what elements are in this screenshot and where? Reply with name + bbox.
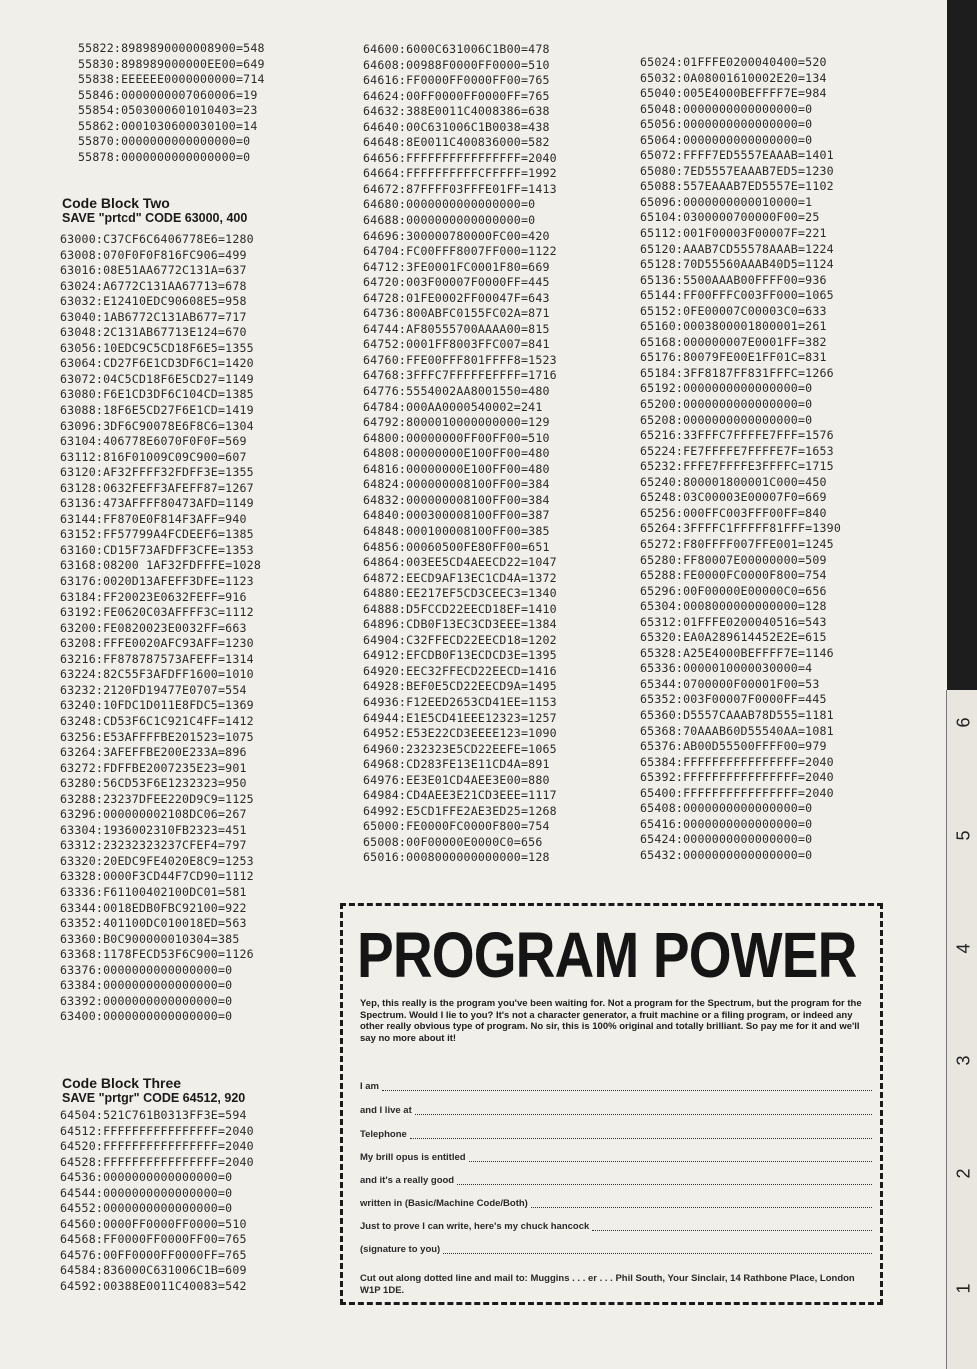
code-line: 64976:EE3E01CD4AEE3E00=880 <box>363 772 550 787</box>
code-line: 63144:FF870E0F814F3AFF=940 <box>60 511 247 526</box>
margin-number: 4 <box>953 943 974 954</box>
code-line: 63048:2C131AB67713E124=670 <box>60 325 247 340</box>
code-line: 65120:AAAB7CD55578AAAB=1224 <box>640 241 834 256</box>
code-line: 63184:FF20023E0632FEFF=916 <box>60 589 247 604</box>
code-line: 63304:1936002310FB2323=451 <box>60 822 247 837</box>
coupon-mail-address: Cut out along dotted line and mail to: Muggins . . . er . . . Phil South, Your Sinclair, 14 Rathbone Place, London W1P 1DE. <box>360 1273 855 1296</box>
code-line: 65240:800001800001C000=450 <box>640 474 827 489</box>
code-line: 65224:FE7FFFFE7FFFFE7F=1653 <box>640 443 834 458</box>
coupon-field-row[interactable] <box>360 1105 872 1117</box>
code-line: 64920:EEC32FFECD22EECD=1416 <box>363 663 557 678</box>
code-line: 63360:B0C900000010304=385 <box>60 931 240 946</box>
code-line: 64880:EE217EF5CD3CEEC3=1340 <box>363 586 557 601</box>
code-line: 63056:10EDC9C5CD18F6E5=1355 <box>60 340 254 355</box>
code-line: 65264:3FFFFC1FFFFF81FFF=1390 <box>640 521 842 536</box>
code-listing-block-three-col1 <box>60 1108 254 1295</box>
code-line: 65000:FE0000FC0000F800=754 <box>363 819 550 834</box>
code-line: 64856:00060500FE80FF00=651 <box>363 539 550 554</box>
code-line: 65024:01FFFE0200040400=520 <box>640 55 827 69</box>
coupon-field-dotted-line[interactable] <box>592 1221 872 1231</box>
coupon-field-row[interactable] <box>360 1081 872 1093</box>
code-line: 64720:003F00007F0000FF=445 <box>363 275 550 290</box>
code-line: 64760:FFE00FFF801FFFF8=1523 <box>363 352 557 367</box>
code-line: 64608:00988F0000FF0000=510 <box>363 57 550 72</box>
code-line: 64984:CD4AEE3E21CD3EEE=1117 <box>363 788 557 803</box>
coupon-field-dotted-line[interactable] <box>382 1081 872 1091</box>
code-line: 64568:FF0000FF0000FF00=765 <box>60 1232 247 1247</box>
code-line: 63224:82C55F3AFDFF1600=1010 <box>60 667 254 682</box>
code-line: 65288:FE0000FC0000F800=754 <box>640 568 827 583</box>
code-line: 64632:388E0011C4008386=638 <box>363 104 550 119</box>
code-line: 64832:000000008100FF00=384 <box>363 492 550 507</box>
margin-number: 1 <box>953 1283 974 1294</box>
code-line: 63176:0020D13AFEFF3DFE=1123 <box>60 574 254 589</box>
code-line: 63152:FF57799A4FCDEEF6=1385 <box>60 527 254 542</box>
code-line: 65056:0000000000000000=0 <box>640 117 813 132</box>
coupon-field-dotted-line[interactable] <box>469 1152 872 1162</box>
block-three-save: SAVE "prtgr" CODE 64512, 920 <box>62 1091 246 1105</box>
code-line: 65008:00F00000E0000C0=656 <box>363 834 543 849</box>
code-line: 63232:2120FD19477E0707=554 <box>60 682 247 697</box>
code-line: 64888:D5FCCD22EECD18EF=1410 <box>363 601 557 616</box>
code-line: 63256:E53AFFFFBE201523=1075 <box>60 729 254 744</box>
code-line: 64552:0000000000000000=0 <box>60 1201 233 1216</box>
coupon-field-row[interactable] <box>360 1198 872 1210</box>
code-line: 64520:FFFFFFFFFFFFFFFF=2040 <box>60 1139 254 1154</box>
code-line: 64672:87FFFF03FFFE01FF=1413 <box>363 181 557 196</box>
coupon-field-dotted-line[interactable] <box>410 1129 872 1139</box>
code-line: 63344:0018EDB0FBC92100=922 <box>60 900 247 915</box>
code-line: 65320:EA0A289614452E2E=615 <box>640 630 827 645</box>
code-line: 64512:FFFFFFFFFFFFFFFF=2040 <box>60 1123 254 1138</box>
coupon-field-dotted-line[interactable] <box>443 1244 872 1254</box>
coupon-field-label: written in (Basic/Machine Code/Both) <box>360 1198 528 1209</box>
code-line: 64800:00000000FF00FF00=510 <box>363 430 550 445</box>
code-line: 64752:0001FF8003FFC007=841 <box>363 337 550 352</box>
code-line: 55878:0000000000000000=0 <box>78 149 251 164</box>
code-line: 64536:0000000000000000=0 <box>60 1170 233 1185</box>
code-line: 65384:FFFFFFFFFFFFFFFF=2040 <box>640 754 834 769</box>
code-line: 65048:0000000000000000=0 <box>640 101 813 116</box>
coupon-field-row[interactable] <box>360 1175 872 1187</box>
margin-number: 3 <box>953 1055 974 1066</box>
code-line: 64848:000100008100FF00=385 <box>363 523 550 538</box>
code-line: 64592:00388E0011C40083=542 <box>60 1279 247 1294</box>
code-line: 63312:23232323237CFEF4=797 <box>60 838 247 853</box>
coupon-field-row[interactable] <box>360 1221 872 1233</box>
code-line: 63384:0000000000000000=0 <box>60 978 233 993</box>
code-line: 63280:56CD53F6E1232323=950 <box>60 776 247 791</box>
code-line: 64960:232323E5CD22EEFE=1065 <box>363 741 557 756</box>
code-line: 63080:F6E1CD3DF6C104CD=1385 <box>60 387 254 402</box>
code-line: 64896:CDB0F13EC3CD3EEE=1384 <box>363 617 557 632</box>
code-line: 63240:10FDC1D011E8FDC5=1369 <box>60 698 254 713</box>
code-line: 65296:00F00000E00000C0=656 <box>640 583 827 598</box>
code-line: 65392:FFFFFFFFFFFFFFFF=2040 <box>640 770 834 785</box>
block-two-title: Code Block Two <box>62 195 170 211</box>
code-line: 64736:800ABFC0155FC02A=871 <box>363 306 550 321</box>
code-line: 55870:0000000000000000=0 <box>78 134 251 149</box>
code-line: 65200:0000000000000000=0 <box>640 397 813 412</box>
code-line: 65128:70D55560AAAB40D5=1124 <box>640 257 834 272</box>
code-line: 64904:C32FFECD22EECD18=1202 <box>363 632 557 647</box>
coupon-field-label: (signature to you) <box>360 1244 441 1255</box>
coupon-field-label: My brill opus is entitled <box>360 1152 466 1163</box>
code-line: 64648:8E0011C400836000=582 <box>363 135 550 150</box>
code-line: 64696:300000780000FC00=420 <box>363 228 550 243</box>
code-line: 63104:406778E6070F0F0F=569 <box>60 434 247 449</box>
code-line: 65160:0003800001800001=261 <box>640 319 827 334</box>
block-three-title: Code Block Three <box>62 1075 182 1091</box>
code-line: 55830:898989000000EE00=649 <box>78 56 265 71</box>
coupon-field-dotted-line[interactable] <box>531 1198 872 1208</box>
page-edge-ruler <box>946 690 977 1369</box>
code-line: 64584:836000C631006C1B=609 <box>60 1263 247 1278</box>
code-line: 64528:FFFFFFFFFFFFFFFF=2040 <box>60 1154 254 1169</box>
code-line: 63336:F61100402100DC01=581 <box>60 884 247 899</box>
code-line: 65040:005E4000BEFFFF7E=984 <box>640 86 827 101</box>
code-line: 64792:8000010000000000=129 <box>363 415 550 430</box>
code-listing-block-two <box>60 232 261 1025</box>
code-line: 64768:3FFFC7FFFFFEFFFF=1716 <box>363 368 557 383</box>
code-line: 64840:000300008100FF00=387 <box>363 508 550 523</box>
code-line: 63112:816F01009C09C900=607 <box>60 449 247 464</box>
code-line: 63136:473AFFFF80473AFD=1149 <box>60 496 254 511</box>
code-listing-block-three-col2 <box>363 42 557 866</box>
code-line: 64680:0000000000000000=0 <box>363 197 536 212</box>
code-line: 63248:CD53F6C1C921C4FF=1412 <box>60 713 254 728</box>
code-line: 63064:CD27F6E1CD3DF6C1=1420 <box>60 356 254 371</box>
code-line: 65096:0000000000010000=1 <box>640 194 813 209</box>
code-line: 64952:E53E22CD3EEEE123=1090 <box>363 726 557 741</box>
code-line: 65152:0FE00007C00003C0=633 <box>640 303 827 318</box>
code-line: 64560:0000FF0000FF0000=510 <box>60 1216 247 1231</box>
coupon-field-row[interactable] <box>360 1244 872 1256</box>
code-line: 65280:FF80007E00000000=509 <box>640 552 827 567</box>
code-line: 65424:0000000000000000=0 <box>640 832 813 847</box>
coupon-field-label: I am <box>360 1081 380 1092</box>
code-line: 65064:0000000000000000=0 <box>640 132 813 147</box>
code-line: 65376:AB00D55500FFFF00=979 <box>640 739 827 754</box>
code-line: 65104:0300000700000F00=25 <box>640 210 820 225</box>
code-line: 63200:FE0820023E0032FF=663 <box>60 620 247 635</box>
code-line: 64816:00000000E100FF00=480 <box>363 461 550 476</box>
code-line: 65328:A25E4000BEFFFF7E=1146 <box>640 645 834 660</box>
coupon-field-label: Just to prove I can write, here's my chuck hancock <box>360 1221 590 1232</box>
code-line: 64872:EECD9AF13EC1CD4A=1372 <box>363 570 557 585</box>
code-line: 65080:7ED5557EAAAB7ED5=1230 <box>640 163 834 178</box>
code-line: 64704:FC00FFF8007FF000=1122 <box>363 244 557 259</box>
code-line: 64600:6000C631006C1B00=478 <box>363 42 550 56</box>
code-listing-block-three-col3 <box>640 55 841 863</box>
coupon-field-dotted-line[interactable] <box>415 1105 872 1115</box>
code-line: 55838:EEEEEE0000000000=714 <box>78 72 265 87</box>
code-line: 63352:401100DC010018ED=563 <box>60 916 247 931</box>
code-line: 65072:FFFF7ED5557EAAAB=1401 <box>640 148 834 163</box>
code-line: 65216:33FFFC7FFFFE7FFF=1576 <box>640 428 834 443</box>
margin-number: 5 <box>953 830 974 841</box>
code-line: 63296:000000002108DC06=267 <box>60 807 247 822</box>
code-line: 55846:0000000007060006=19 <box>78 87 258 102</box>
code-listing-block-one-tail <box>78 41 265 165</box>
code-line: 65344:0700000F00001F00=53 <box>640 676 820 691</box>
code-line: 63024:A6772C131AA67713=678 <box>60 278 247 293</box>
coupon-field-row[interactable] <box>360 1129 872 1141</box>
code-line: 65192:0000000000000000=0 <box>640 381 813 396</box>
code-line: 65208:0000000000000000=0 <box>640 412 813 427</box>
code-line: 63400:0000000000000000=0 <box>60 1009 233 1024</box>
coupon-field-label: and it's a really good <box>360 1175 455 1186</box>
code-line: 65352:003F00007F0000FF=445 <box>640 692 827 707</box>
code-line: 65272:F80FFFF007FFE001=1245 <box>640 536 834 551</box>
program-power-coupon <box>340 903 883 1305</box>
code-line: 63216:FF878787573AFEFF=1314 <box>60 651 254 666</box>
code-line: 63328:0000F3CD44F7CD90=1112 <box>60 869 254 884</box>
code-line: 64664:FFFFFFFFFFCFFFFF=1992 <box>363 166 557 181</box>
code-line: 63320:20EDC9FE4020E8C9=1253 <box>60 853 254 868</box>
code-line: 63168:08200 1AF32FDFFFE=1028 <box>60 558 262 573</box>
code-line: 65256:000FFC003FFF00FF=840 <box>640 505 827 520</box>
code-line: 64928:BEF0E5CD22EECD9A=1495 <box>363 679 557 694</box>
margin-number: 6 <box>953 717 974 728</box>
code-line: 63160:CD15F73AFDFF3CFE=1353 <box>60 542 254 557</box>
code-line: 65232:FFFE7FFFFE3FFFFC=1715 <box>640 459 834 474</box>
code-line: 63016:08E51AA6772C131A=637 <box>60 263 247 278</box>
code-line: 64616:FF0000FF0000FF00=765 <box>363 73 550 88</box>
code-line: 63040:1AB6772C131AB677=717 <box>60 309 247 324</box>
code-line: 63008:070F0F0F816FC906=499 <box>60 247 247 262</box>
coupon-field-label: and I live at <box>360 1105 412 1116</box>
code-line: 63264:3AFEFFBE200E233A=896 <box>60 745 247 760</box>
code-line: 64640:00C631006C1B0038=438 <box>363 119 550 134</box>
code-line: 64968:CD283FE13E11CD4A=891 <box>363 757 550 772</box>
code-line: 63096:3DF6C90078E6F8C6=1304 <box>60 418 254 433</box>
code-line: 65312:01FFFE0200040516=543 <box>640 614 827 629</box>
coupon-title: PROGRAM POWER <box>357 919 857 991</box>
code-line: 64544:0000000000000000=0 <box>60 1185 233 1200</box>
coupon-field-row[interactable] <box>360 1152 872 1164</box>
code-line: 64808:00000000E100FF00=480 <box>363 446 550 461</box>
code-line: 65360:D5557CAAAB78D555=1181 <box>640 707 834 722</box>
code-line: 55854:0503000601010403=23 <box>78 103 258 118</box>
code-line: 55822:8989890000008900=548 <box>78 41 265 55</box>
code-line: 64744:AF80555700AAAA00=815 <box>363 321 550 336</box>
code-line: 64688:0000000000000000=0 <box>363 213 536 228</box>
code-line: 63272:FDFFBE2007235E23=901 <box>60 760 247 775</box>
code-line: 65144:FF00FFFC003FF000=1065 <box>640 288 834 303</box>
code-line: 65136:5500AAAB00FFFF00=936 <box>640 272 827 287</box>
code-line: 65168:000000007E0001FF=382 <box>640 334 827 349</box>
code-line: 65432:0000000000000000=0 <box>640 847 813 862</box>
margin-number: 2 <box>953 1168 974 1179</box>
code-line: 63000:C37CF6C6406778E6=1280 <box>60 232 254 246</box>
code-line: 65336:0000010000030000=4 <box>640 661 813 676</box>
code-line: 65184:3FF8187FF831FFFC=1266 <box>640 365 834 380</box>
code-line: 65368:70AAAB60D55540AA=1081 <box>640 723 834 738</box>
block-two-heading <box>62 195 247 225</box>
code-line: 63376:0000000000000000=0 <box>60 962 233 977</box>
code-line: 63368:1178FECD53F6C900=1126 <box>60 947 254 962</box>
coupon-field-dotted-line[interactable] <box>457 1175 872 1185</box>
code-line: 64784:000AA0000540002=241 <box>363 399 543 414</box>
code-line: 64944:E1E5CD41EEE12323=1257 <box>363 710 557 725</box>
code-line: 65016:0008000000000000=128 <box>363 850 550 865</box>
code-line: 63088:18F6E5CD27F6E1CD=1419 <box>60 403 254 418</box>
code-line: 63392:0000000000000000=0 <box>60 993 233 1008</box>
code-line: 65400:FFFFFFFFFFFFFFFF=2040 <box>640 785 834 800</box>
code-line: 65408:0000000000000000=0 <box>640 801 813 816</box>
code-line: 63192:FE0620C03AFFFF3C=1112 <box>60 605 254 620</box>
code-line: 64912:EFCDB0F13ECDCD3E=1395 <box>363 648 557 663</box>
code-line: 64712:3FE0001FC0001F80=669 <box>363 259 550 274</box>
code-line: 65248:03C00003E00007F0=669 <box>640 490 827 505</box>
code-line: 64776:5554002AA8001550=480 <box>363 384 550 399</box>
code-line: 64824:000000008100FF00=384 <box>363 477 550 492</box>
block-three-heading <box>62 1075 245 1105</box>
code-line: 64656:FFFFFFFFFFFFFFFF=2040 <box>363 150 557 165</box>
code-line: 64576:00FF0000FF0000FF=765 <box>60 1247 247 1262</box>
code-line: 63128:0632FEFF3AFEFF87=1267 <box>60 480 254 495</box>
code-line: 65112:001F00003F00007F=221 <box>640 226 827 241</box>
code-line: 64728:01FE0002FF00047F=643 <box>363 290 550 305</box>
code-line: 64624:00FF0000FF0000FF=765 <box>363 88 550 103</box>
code-line: 65032:0A08001610002E20=134 <box>640 70 827 85</box>
coupon-intro: Yep, this really is the program you've been waiting for. Not a program for the Spectrum, but the program for the Spectrum. Would I lie to you? It's not a character generator, a fruit machine or a filing program, or indeed any other really obvious type of program. No sir, this is 100% original and totally brilliant. So pay me for it and we'll say no more about it! <box>360 998 862 1044</box>
code-line: 63288:23237DFEE220D9C9=1125 <box>60 791 254 806</box>
code-line: 64992:E5CD1FFE2AE3ED25=1268 <box>363 803 557 818</box>
code-line: 65176:80079FE00E1FF01C=831 <box>640 350 827 365</box>
code-line: 55862:0001030600030100=14 <box>78 118 258 133</box>
code-line: 65088:557EAAAB7ED5557E=1102 <box>640 179 834 194</box>
code-line: 63208:FFFE0020AFC93AFF=1230 <box>60 636 254 651</box>
code-line: 64864:003EE5CD4AEECD22=1047 <box>363 555 557 570</box>
block-two-save: SAVE "prtcd" CODE 63000, 400 <box>62 211 248 225</box>
code-line: 64936:F12EED2653CD41EE=1153 <box>363 694 557 709</box>
code-line: 63032:E12410EDC90608E5=958 <box>60 294 247 309</box>
coupon-field-label: Telephone <box>360 1129 407 1140</box>
code-line: 63072:04C5CD18F6E5CD27=1149 <box>60 371 254 386</box>
code-line: 64504:521C761B0313FF3E=594 <box>60 1108 247 1122</box>
code-line: 65416:0000000000000000=0 <box>640 816 813 831</box>
code-line: 65304:0008000000000000=128 <box>640 599 827 614</box>
code-line: 63120:AF32FFFF32FDFF3E=1355 <box>60 465 254 480</box>
